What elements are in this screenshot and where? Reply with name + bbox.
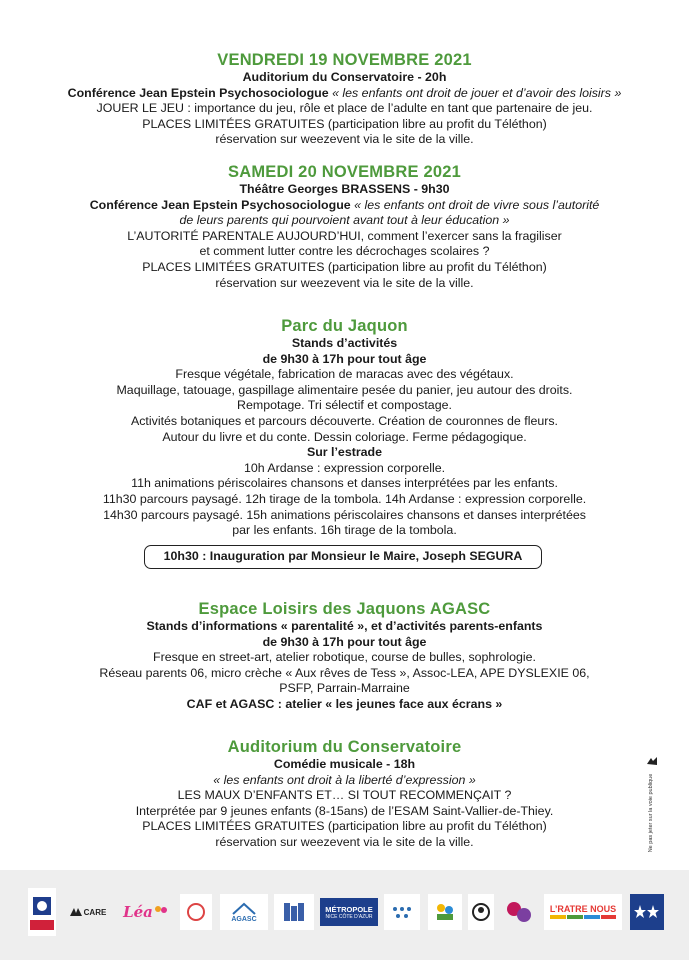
conference-line <box>40 198 649 214</box>
caf-mark-icon <box>30 920 54 930</box>
jeu-emblem-icon <box>502 897 536 927</box>
subtitle: Comédie musicale - 18h <box>273 757 416 771</box>
activity-line: Fresque végétale, fabrication de maracas avec des végétaux. <box>175 367 514 382</box>
ville-logo <box>28 888 56 936</box>
figures-icon <box>153 904 169 920</box>
schedule: de 9h30 à 17h pour tout âge <box>262 351 427 366</box>
jeu-logo <box>500 894 538 930</box>
library-logo <box>274 894 314 930</box>
activity-line: Rempotage. Tri sélectif et compostage. <box>237 398 452 413</box>
text-line: réservation sur weezevent via le site de la ville. <box>215 132 474 147</box>
subtitle: Stands d’activités <box>291 336 398 350</box>
section-espace-loisirs <box>40 599 649 713</box>
side-note-text: Ne pas jeter sur la voie publique <box>648 773 654 853</box>
estrade-line: 14h30 parcours paysagé. 15h animations périscolaires chansons et danses interprétées <box>103 507 586 522</box>
subtitle: Stands d’informations « parentalité », et d’activités parents-enfants <box>146 619 543 633</box>
section-title: VENDREDI 19 NOVEMBRE 2021 <box>217 51 472 69</box>
caf-atelier: CAF et AGASC : atelier « les jeunes face aux écrans » <box>186 696 503 711</box>
theme-quote: « les enfants ont droit à la liberté d’expression » <box>213 772 476 787</box>
text-line: L’AUTORITÉ PARENTALE AUJOURD’HUI, comment l’exercer sans la fragiliser <box>127 228 562 243</box>
metropole-label: MÉTROPOLE <box>325 904 373 914</box>
text-line: Interprétée par 9 jeunes enfants (8-15ans) de l’ESAM Saint-Vallier-de-Thiey. <box>135 803 554 818</box>
care-logo <box>62 894 112 930</box>
conference-name: Conférence Jean Epstein Psychosociologue <box>67 85 329 100</box>
activity-line: Réseau parents 06, micro crèche « Aux rêves de Tess », Assoc-LEA, APE DYSLEXIE 06, <box>99 665 590 680</box>
section-vendredi <box>40 50 649 148</box>
text-line: réservation sur weezevent via le site de la ville. <box>215 834 474 849</box>
inauguration-box: 10h30 : Inauguration par Monsieur le Maire, Joseph SEGURA <box>144 545 542 569</box>
lea-label: Léa <box>123 903 153 921</box>
children-logo <box>428 894 462 930</box>
ratre-label: L’RATRE NOUS <box>549 904 617 914</box>
text-line: et comment lutter contre les décrochages scolaires ? <box>199 244 490 259</box>
agasc-emblem-icon <box>231 902 257 916</box>
conference-line <box>40 86 649 102</box>
coat-of-arms-icon <box>31 895 53 917</box>
venue: Théâtre Georges BRASSENS - 9h30 <box>239 182 450 196</box>
estrade-line: 10h Ardanse : expression corporelle. <box>243 460 446 475</box>
schedule: de 9h30 à 17h pour tout âge <box>262 634 427 649</box>
stars-badge-logo <box>630 894 664 930</box>
text-line: JOUER LE JEU : importance du jeu, rôle et place de l’adulte en tant que partenaire de jeu. <box>96 101 593 116</box>
activity-line: Maquillage, tatouage, gaspillage alimentaire pesée du panier, jeu autour des droits. <box>116 382 573 397</box>
activity-line: Autour du livre et du conte. Dessin coloriage. Ferme pédagogique. <box>162 429 527 444</box>
agasc-logo <box>220 894 268 930</box>
section-title: Espace Loisirs des Jaquons AGASC <box>198 600 491 618</box>
text-line: réservation sur weezevent via le site de la ville. <box>215 275 474 290</box>
conference-name: Conférence Jean Epstein Psychosociologue <box>89 197 351 212</box>
activity-line: Fresque en street-art, atelier robotique, course de bulles, sophrologie. <box>153 650 536 665</box>
care-label: CARE <box>83 907 107 917</box>
profile-icon <box>471 900 491 924</box>
metropole-sub-label: NICE CÔTE D’AZUR <box>325 913 373 920</box>
building-icon <box>281 900 307 924</box>
text-line: PLACES LIMITÉES GRATUITES (participation libre au profit du Téléthon) <box>142 819 547 834</box>
activity-line: Activités botaniques et parcours découverte. Création de couronnes de fleurs. <box>130 413 559 428</box>
estrade-line: 11h animations périscolaires chansons et danses interprétées par les enfants. <box>131 476 558 491</box>
section-auditorium <box>40 737 649 851</box>
metropole-logo <box>320 898 378 926</box>
text-line: PLACES LIMITÉES GRATUITES (participation libre au profit du Téléthon) <box>142 259 547 274</box>
stars-logo <box>384 894 420 930</box>
colored-bar-icon <box>550 914 616 920</box>
estrade-line: par les enfants. 16h tirage de la tombola. <box>232 523 457 538</box>
side-note <box>644 772 658 862</box>
section-title: Parc du Jaquon <box>281 317 408 335</box>
agasc-label: AGASC <box>231 915 257 923</box>
text-line: LES MAUX D’ENFANTS ET… SI TOUT RECOMMENÇAIT ? <box>177 788 512 803</box>
section-title: SAMEDI 20 NOVEMBRE 2021 <box>228 163 461 181</box>
section-title: Auditorium du Conservatoire <box>227 738 462 756</box>
ratre-logo <box>544 894 622 930</box>
recycle-icon <box>646 756 658 766</box>
subtitle: Sur l’estrade <box>306 445 383 460</box>
stars-icon <box>633 902 661 922</box>
conference-theme: « les enfants ont droit de jouer et d’avoir des loisirs » <box>332 85 622 100</box>
circle-emblem-icon <box>185 901 207 923</box>
hands-icon <box>68 904 84 920</box>
profile-logo <box>468 894 494 930</box>
lea-logo <box>118 894 174 930</box>
children-icon <box>433 900 457 924</box>
conference-theme: de leurs parents qui pourvoient avant tout à leur éducation » <box>179 213 510 228</box>
estrade-line: 11h30 parcours paysagé. 12h tirage de la tombola. 14h Ardanse : expression corporelle. <box>102 491 587 506</box>
section-parc-du-jaquon <box>40 316 649 539</box>
activity-line: PSFP, Parrain-Marraine <box>279 681 410 696</box>
conference-theme: « les enfants ont droit de vivre sous l’autorité <box>354 197 600 212</box>
text-line: PLACES LIMITÉES GRATUITES (participation libre au profit du Téléthon) <box>142 116 547 131</box>
venue: Auditorium du Conservatoire - 20h <box>242 70 447 84</box>
dots-emblem-icon <box>390 903 414 921</box>
circle-logo <box>180 894 212 930</box>
section-samedi <box>40 162 649 291</box>
